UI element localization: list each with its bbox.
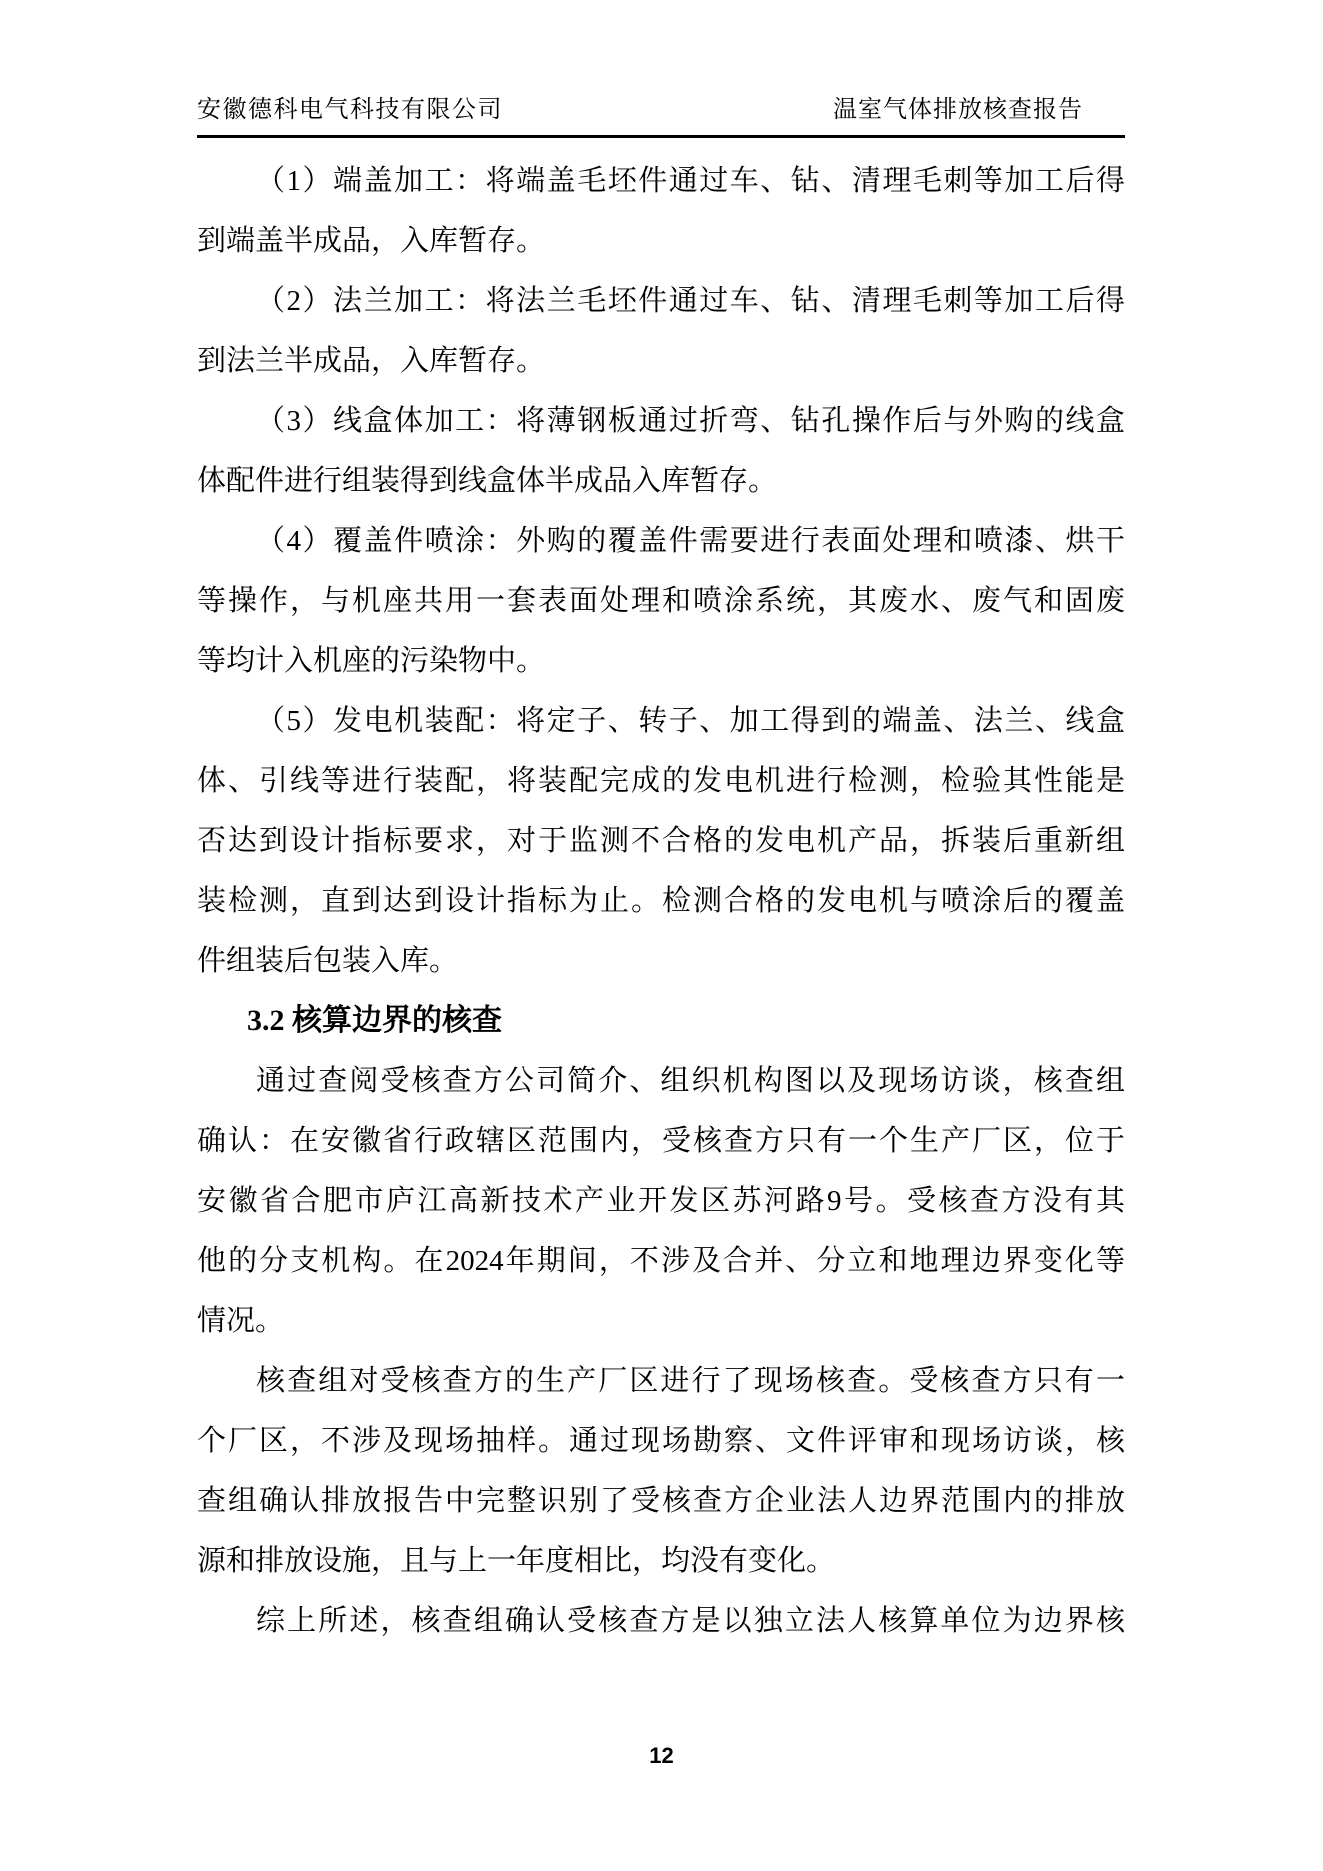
page-header bbox=[197, 94, 1125, 138]
header-company-name: 安徽德科电气科技有限公司 bbox=[197, 97, 503, 123]
body-line: 个厂区，不涉及现场抽样。通过现场勘察、文件评审和现场访谈，核 bbox=[197, 1425, 1125, 1457]
page-footer bbox=[0, 1743, 1323, 1769]
body-line: 他的分支机构。在2024年期间，不涉及合并、分立和地理边界变化等 bbox=[197, 1245, 1125, 1277]
body-line: （2）法兰加工：将法兰毛坯件通过车、钻、清理毛刺等加工后得 bbox=[256, 285, 1125, 317]
document-body bbox=[197, 151, 1125, 1651]
body-line: 等操作，与机座共用一套表面处理和喷涂系统，其废水、废气和固废 bbox=[197, 585, 1125, 617]
body-line: （4）覆盖件喷涂：外购的覆盖件需要进行表面处理和喷漆、烘干 bbox=[256, 525, 1125, 557]
body-line: 体配件进行组装得到线盒体半成品入库暂存。 bbox=[197, 465, 778, 497]
section-heading: 3.2 核算边界的核查 bbox=[247, 1004, 502, 1037]
body-line: 否达到设计指标要求，对于监测不合格的发电机产品，拆装后重新组 bbox=[197, 825, 1125, 857]
body-line: 核查组对受核查方的生产厂区进行了现场核查。受核查方只有一 bbox=[256, 1365, 1125, 1397]
body-line: 情况。 bbox=[197, 1305, 285, 1337]
body-line: 装检测，直到达到设计指标为止。检测合格的发电机与喷涂后的覆盖 bbox=[197, 885, 1125, 917]
body-line: 体、引线等进行装配，将装配完成的发电机进行检测，检验其性能是 bbox=[197, 765, 1125, 797]
body-line: 确认：在安徽省行政辖区范围内，受核查方只有一个生产厂区，位于 bbox=[197, 1125, 1125, 1157]
body-line: （5）发电机装配：将定子、转子、加工得到的端盖、法兰、线盒 bbox=[256, 705, 1125, 737]
body-line: 到端盖半成品，入库暂存。 bbox=[197, 225, 546, 257]
body-line: （1）端盖加工：将端盖毛坯件通过车、钻、清理毛刺等加工后得 bbox=[256, 165, 1125, 197]
body-line: 通过查阅受核查方公司简介、组织机构图以及现场访谈，核查组 bbox=[256, 1065, 1125, 1097]
body-line: （3）线盒体加工：将薄钢板通过折弯、钻孔操作后与外购的线盒 bbox=[256, 405, 1125, 437]
header-report-title: 温室气体排放核查报告 bbox=[833, 97, 1083, 123]
body-line: 查组确认排放报告中完整识别了受核查方企业法人边界范围内的排放 bbox=[197, 1485, 1125, 1517]
body-line: 等均计入机座的污染物中。 bbox=[197, 645, 546, 677]
body-line: 综上所述，核查组确认受核查方是以独立法人核算单位为边界核 bbox=[256, 1605, 1125, 1637]
page-number: 12 bbox=[649, 1743, 674, 1768]
body-line: 源和排放设施，且与上一年度相比，均没有变化。 bbox=[197, 1545, 836, 1577]
body-line: 到法兰半成品，入库暂存。 bbox=[197, 345, 546, 377]
body-line: 安徽省合肥市庐江高新技术产业开发区苏河路9号。受核查方没有其 bbox=[197, 1185, 1125, 1217]
body-line: 件组装后包装入库。 bbox=[197, 945, 459, 977]
